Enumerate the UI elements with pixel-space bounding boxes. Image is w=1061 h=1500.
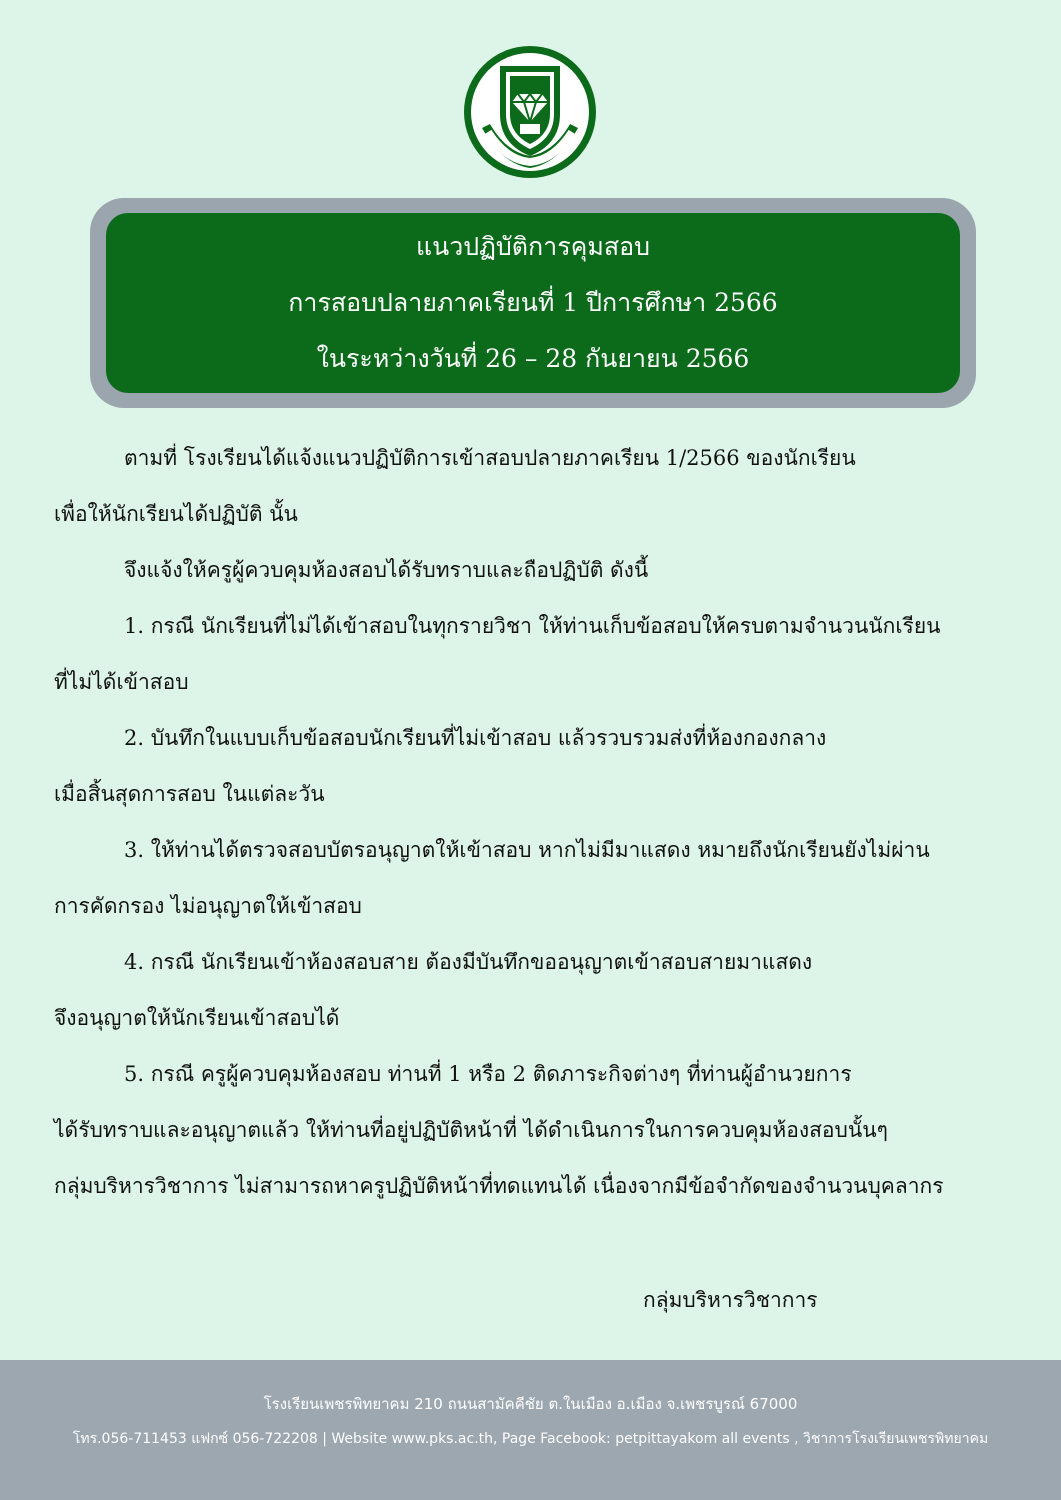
- title-frame: [90, 198, 976, 408]
- school-emblem-icon: [462, 44, 598, 180]
- item-2-cont: เมื่อสิ้นสุดการสอบ ในแต่ละวัน: [54, 782, 325, 806]
- announcement-body: [54, 430, 1004, 1214]
- instruction-lead: จึงแจ้งให้ครูผู้ควบคุมห้องสอบได้รับทราบและถือปฏิบัติ ดังนี้: [124, 558, 649, 582]
- signature: กลุ่มบริหารวิชาการ: [643, 1288, 818, 1312]
- footer-address: โรงเรียนเพชรพิทยาคม 210 ถนนสามัคคีชัย ต.ในเมือง อ.เมือง จ.เพชรบูรณ์ 67000: [263, 1395, 798, 1413]
- footer: [0, 1360, 1061, 1500]
- item-1: 1. กรณี นักเรียนที่ไม่ได้เข้าสอบในทุกรายวิชา ให้ท่านเก็บข้อสอบให้ครบตามจำนวนนักเรียน: [124, 614, 941, 638]
- footer-contact: โทร.056-711453 แฟกซ์ 056-722208 | Website www.pks.ac.th, Page Facebook: petpittayakom all events , วิชาการโรงเรียนเพชรพิทยาคม: [72, 1431, 989, 1447]
- intro-line-cont: เพื่อให้นักเรียนได้ปฏิบัติ นั้น: [54, 502, 298, 526]
- item-3: 3. ให้ท่านได้ตรวจสอบบัตรอนุญาตให้เข้าสอบ หากไม่มีมาแสดง หมายถึงนักเรียนยังไม่ผ่าน: [124, 838, 930, 862]
- title-box: [106, 213, 960, 393]
- item-2: 2. บันทึกในแบบเก็บข้อสอบนักเรียนที่ไม่เข้าสอบ แล้วรวบรวมส่งที่ห้องกองกลาง: [124, 726, 827, 750]
- item-3-cont: การคัดกรอง ไม่อนุญาตให้เข้าสอบ: [54, 894, 362, 918]
- exam-subtitle: การสอบปลายภาคเรียนที่ 1 ปีการศึกษา 2566: [288, 288, 778, 317]
- item-5: 5. กรณี ครูผู้ควบคุมห้องสอบ ท่านที่ 1 หรือ 2 ติดภาระกิจต่างๆ ที่ท่านผู้อำนวยการ: [124, 1062, 852, 1086]
- item-1-cont: ที่ไม่ได้เข้าสอบ: [54, 670, 189, 694]
- intro-line: ตามที่ โรงเรียนได้แจ้งแนวปฏิบัติการเข้าสอบปลายภาคเรียน 1/2566 ของนักเรียน: [124, 446, 856, 470]
- item-4-cont: จึงอนุญาตให้นักเรียนเข้าสอบได้: [54, 1006, 340, 1030]
- item-5-cont: ได้รับทราบและอนุญาตแล้ว ให้ท่านที่อยู่ปฏิบัติหน้าที่ ได้ดำเนินการในการควบคุมห้องสอบนั้นๆ: [54, 1118, 888, 1142]
- item-5-cont-2: กลุ่มบริหารวิชาการ ไม่สามารถหาครูปฏิบัติหน้าที่ทดแทนได้ เนื่องจากมีข้อจำกัดของจำนวนบุคลากร: [54, 1174, 944, 1198]
- item-4: 4. กรณี นักเรียนเข้าห้องสอบสาย ต้องมีบันทึกขออนุญาตเข้าสอบสายมาแสดง: [124, 950, 813, 974]
- exam-dates: ในระหว่างวันที่ 26 – 28 กันยายน 2566: [316, 344, 750, 373]
- page-title: แนวปฏิบัติการคุมสอบ: [416, 232, 650, 261]
